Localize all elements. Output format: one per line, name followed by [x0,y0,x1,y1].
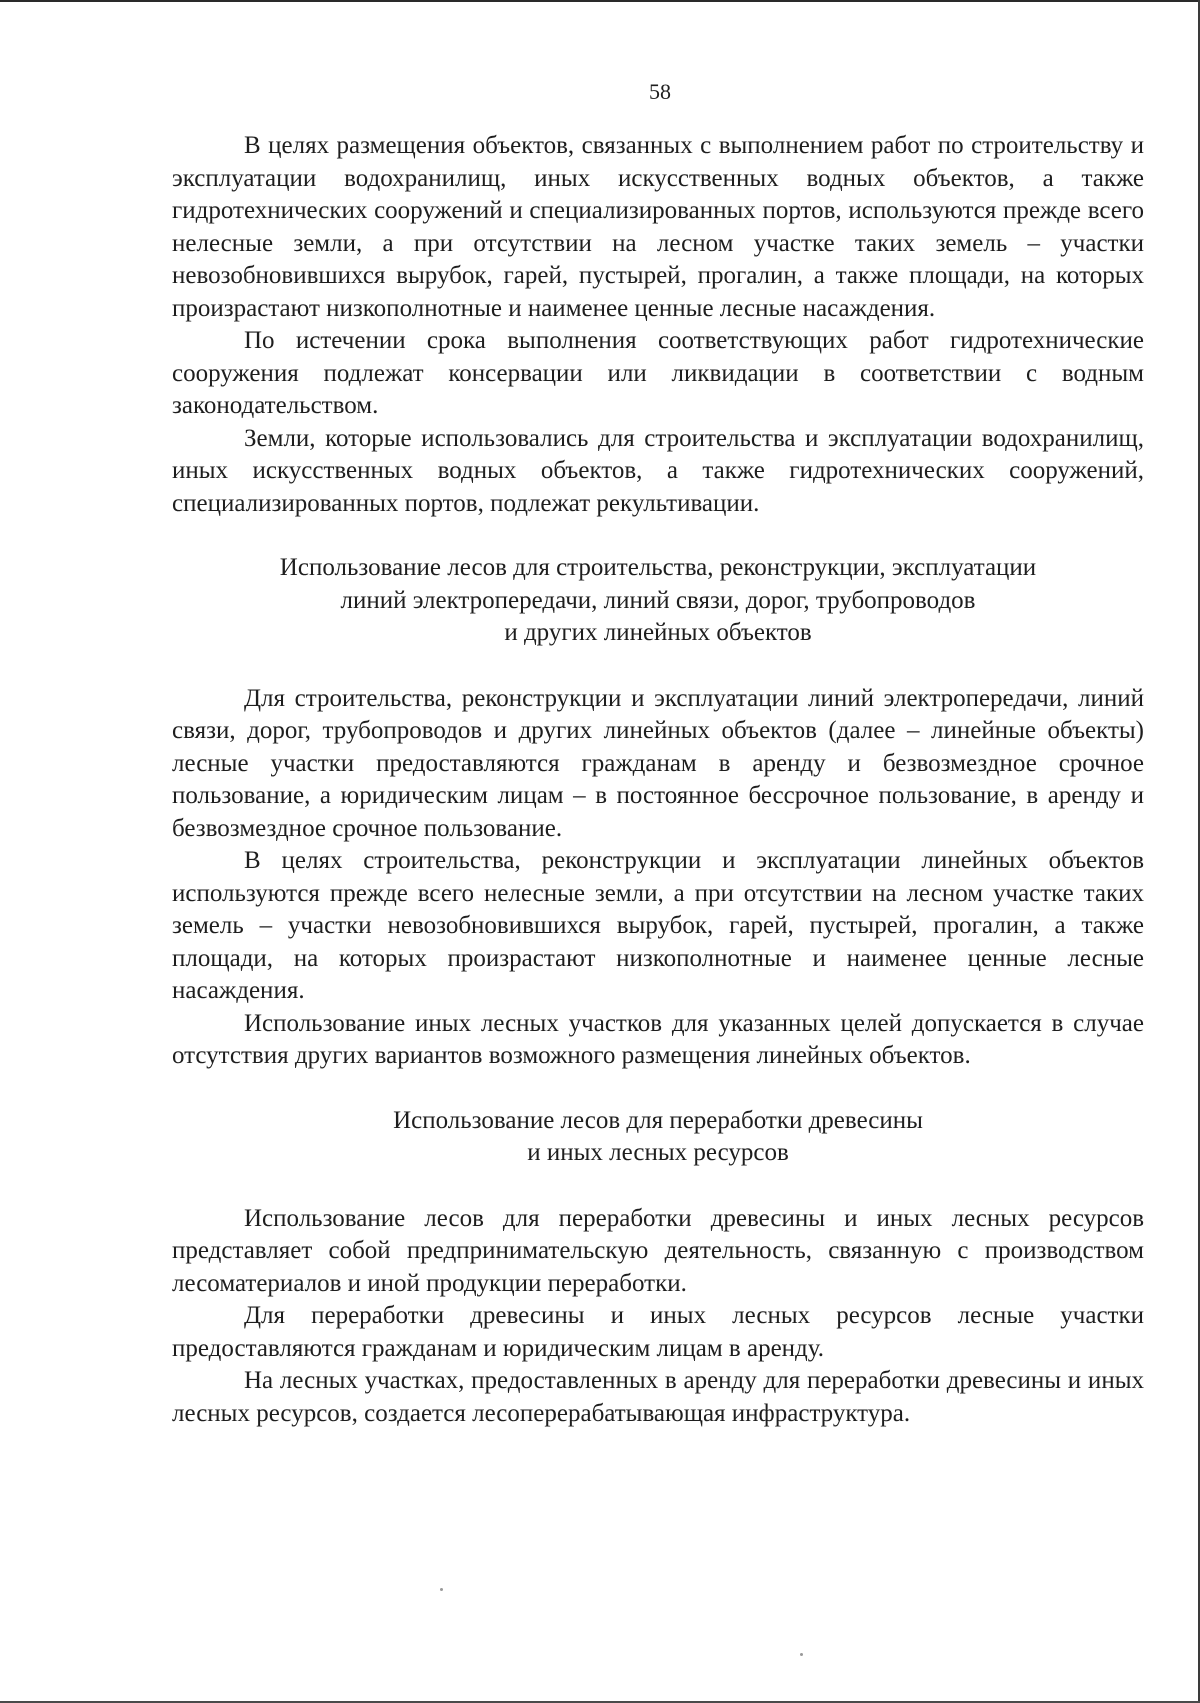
spacer [172,520,1144,552]
paragraph: Для переработки древесины и иных лесных ресурсов лесные участки предоставляются гражданам и юридическим лицам в аренду. [172,1302,1144,1362]
heading-line: Использование лесов для строительства, реконструкции, эксплуатации [279,554,1037,581]
scan-speck [800,1653,803,1656]
document-body [172,130,1144,1430]
paragraph: В целях строительства, реконструкции и эксплуатации линейных объектов используются прежде всего нелесные земли, а при отсутствии на лесном участке таких земель – участки невозобновившихся вырубок, гарей, пустырей, прогалин, а также площади, на которых произрастают низкополнотные и наименее ценные лесные насаждения. [172,847,1144,1004]
paragraph: Земли, которые использовались для строительства и эксплуатации водохранилищ, иных искусственных водных объектов, а также гидротехнических сооружений, специализированных портов, подлежат рекультивации. [172,424,1144,517]
spacer [172,1170,1144,1203]
paragraph: По истечении срока выполнения соответствующих работ гидротехнические сооружения подлежат консервации или ликвидации в соответствии с водным законодательством. [172,327,1144,419]
section-heading [172,1105,1144,1170]
paragraph: В целях размещения объектов, связанных с выполнением работ по строительству и эксплуатации водохранилищ, иных искусственных водных объектов, а также гидротехнических сооружений и специализированных портов, используются прежде всего нелесные земли, а при отсутствии на лесном участке таких земель – участки невозобновившихся вырубок, гарей, пустырей, прогалин, а также площади, на которых произрастают низкополнотные и наименее ценные лесные насаждения. [172,132,1144,322]
spacer [172,1073,1144,1105]
heading-line: Использование лесов для переработки древесины [393,1106,923,1134]
scan-speck [440,1588,443,1591]
page-number: 58 [649,79,671,104]
heading-line: и других линейных объектов [504,619,812,646]
paragraph: Для строительства, реконструкции и эксплуатации линий электропередачи, линий связи, дорог, трубопроводов и других линейных объектов (далее – линейные объекты) лесные участки предоставляются гражданам в аренду и безвозмездное срочное пользование, а юридическим лицам – в постоянное бессрочное пользование, в аренду и безвозмездное срочное пользование. [172,684,1144,842]
section-heading [172,552,1144,650]
heading-line: и иных лесных ресурсов [527,1139,789,1166]
spacer [172,650,1144,683]
heading-line: линий электропередачи, линий связи, дорог, трубопроводов [340,586,976,614]
paragraph: Использование лесов для переработки древесины и иных лесных ресурсов представляет собой предпринимательскую деятельность, связанную с производством лесоматериалов и иной продукции переработки. [172,1204,1144,1297]
paragraph: Использование иных лесных участков для указанных целей допускается в случае отсутствия других вариантов возможного размещения линейных объектов. [172,1009,1144,1069]
scan-edge-top [0,0,1200,2]
paragraph: На лесных участках, предоставленных в аренду для переработки древесины и иных лесных ресурсов, создается лесоперерабатывающая инфраструктура. [172,1367,1144,1427]
